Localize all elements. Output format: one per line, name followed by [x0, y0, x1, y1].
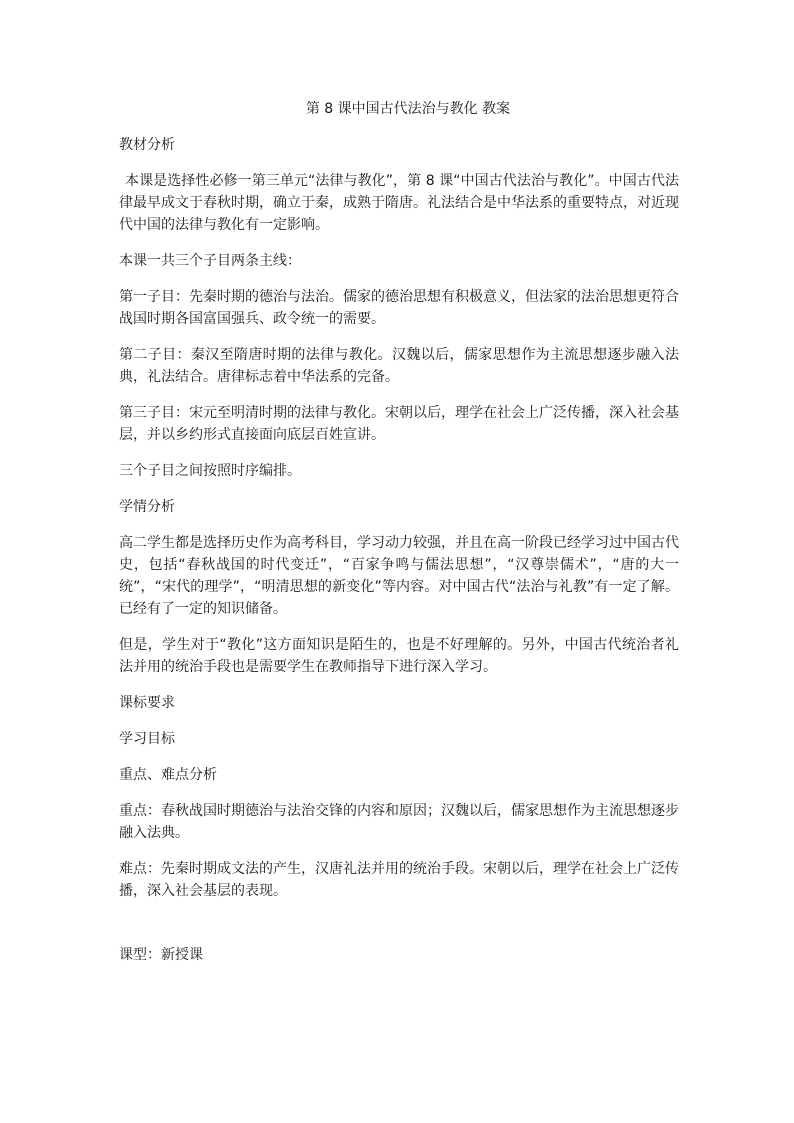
section-heading-student-analysis: 学情分析 — [119, 499, 175, 515]
paragraph-lesson-type: 课型：新授课 — [119, 947, 203, 963]
paragraph-subtopic-2: 第二子目：秦汉至隋唐时期的法律与教化。汉魏以后，儒家思想作为主流思想逐步融入法典，礼法结合。唐律标志着中华法系的完备。 — [119, 347, 679, 385]
paragraph-difficult-point: 难点：先秦时期成文法的产生，汉唐礼法并用的统治手段。宋朝以后，理学在社会上广泛传播，深入社会基层的表现。 — [119, 861, 679, 899]
paragraph-textbook-intro: 本课是选择性必修一第三单元“法律与教化”，第 8 课“中国古代法治与教化”。中国古代法律最早成文于春秋时期，确立于秦，成熟于隋唐。礼法结合是中华法系的重要特点，对近现代中国的法律与教化有一定影响。 — [119, 173, 679, 233]
paragraph-student-background: 高二学生都是选择历史作为高考科目，学习动力较强，并且在高一阶段已经学习过中国古代史，包括“春秋战国的时代变迁”，“百家争鸣与儒法思想”，“汉尊崇儒术”，“唐的大一统”，“宋代的理学”，“明清思想的新变化”等内容。对中国古代“法治与礼教”有一定了解。已经有了一定的知识储备。 — [119, 535, 679, 617]
section-heading-key-points: 重点、难点分析 — [119, 767, 217, 783]
paragraph-subtopic-3: 第三子目：宋元至明清时期的法律与教化。宋朝以后，理学在社会上广泛传播，深入社会基层，并以乡约形式直接面向底层百姓宣讲。 — [119, 405, 679, 443]
section-heading-textbook-analysis: 教材分析 — [119, 137, 175, 153]
paragraph-subtopic-1: 第一子目：先秦时期的德治与法治。儒家的德治思想有积极意义，但法家的法治思想更符合战国时期各国富国强兵、政令统一的需要。 — [119, 289, 679, 327]
document-title: 第 8 课中国古代法治与教化 教案 — [305, 101, 511, 117]
section-heading-curriculum-standard: 课标要求 — [119, 695, 175, 711]
paragraph-order: 三个子目之间按照时序编排。 — [119, 463, 301, 479]
blank-line — [119, 916, 679, 944]
paragraph-student-difficulty: 但是，学生对于“教化”这方面知识是陌生的，也是不好理解的。另外，中国古代统治者礼法并用的统治手段也是需要学生在教师指导下进行深入学习。 — [119, 637, 679, 675]
section-heading-learning-goals: 学习目标 — [119, 731, 175, 747]
paragraph-main-lines: 本课一共三个子目两条主线： — [119, 253, 301, 269]
paragraph-key-point: 重点：春秋战国时期德治与法治交锋的内容和原因；汉魏以后，儒家思想作为主流思想逐步融入法典。 — [119, 803, 679, 841]
document-page — [119, 98, 679, 980]
